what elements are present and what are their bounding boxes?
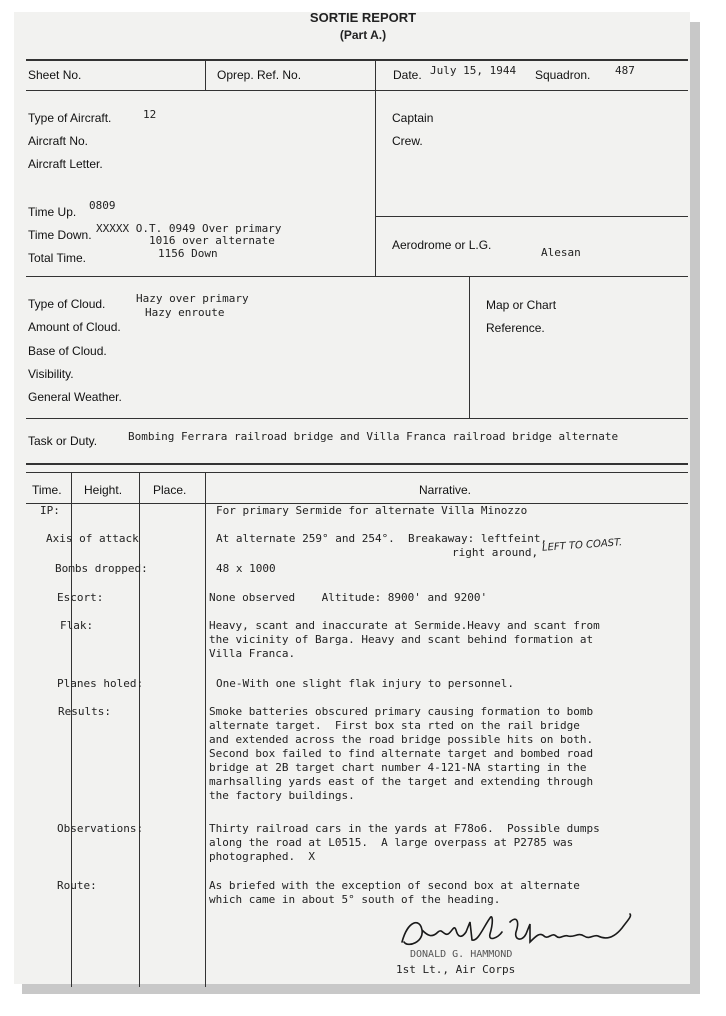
cloud-amount-label: Amount of Cloud. [28,320,121,334]
route-text: As briefed with the exception of second box at alternate which came in about 5° south of the heading. [209,879,580,906]
rule-v-place [205,472,206,987]
aircraft-type-value: 12 [143,108,157,121]
observations-text: Thirty railroad cars in the yards at F78o6. Possible dumps along the road at L0515. A large overpass at P2785 was photographed. X [209,822,600,863]
cloud-base-label: Base of Cloud. [28,344,107,358]
signature-rank: 1st Lt., Air Corps [396,963,516,976]
general-weather-label: General Weather. [28,390,122,404]
aerodrome-label: Aerodrome or L.G. [392,238,492,252]
col-narrative-header: Narrative. [419,483,472,497]
rule-row1 [26,90,688,91]
planes-holed-text: One-With one slight flak injury to personnel. [216,677,515,690]
time-up-value: 0809 [89,199,116,212]
axis-label: Axis of attack [46,532,139,545]
col-height-header: Height. [84,483,123,497]
visibility-label: Visibility. [28,367,74,381]
results-label: Results: [58,705,111,718]
signature-typed-name: DONALD G. HAMMOND [410,949,513,960]
axis-text-2: right around, [452,546,539,559]
rule-v-mid [375,60,376,276]
bombs-label: Bombs dropped: [55,562,148,575]
results-text: Smoke batteries obscured primary causing formation to bomb alternate target. First box sta rted on the rail bridge and extended across the road bridge possible hits on both. Second box failed to find alternate target and bombed road bridge at 2B target chart number 4-121-NA starting in the marhsalling yards east of the target and extending through the factory buildings. [209,705,594,802]
squadron-value: 487 [615,64,635,77]
ip-label: IP: [40,504,60,517]
flak-label: Flak: [60,619,94,632]
col-time-header: Time. [32,483,62,497]
time-down-value-1: XXXXX O.T. 0949 Over primary [96,222,282,235]
task-label: Task or Duty. [28,434,98,448]
axis-text-1: At alternate 259° and 254°. Breakaway: leftfeint, [216,532,548,545]
observations-label: Observations: [57,822,144,835]
rule-top [26,59,688,61]
date-label: Date. [393,68,422,82]
aircraft-no-label: Aircraft No. [28,134,89,148]
cloud-type-value: Hazy over primary [136,292,249,305]
route-label: Route: [57,879,97,892]
flak-text: Heavy, scant and inaccurate at Sermide.Heavy and scant from the vicinity of Barga. Heavy and scant behind formation at Villa Franca. [209,619,600,660]
escort-text: None observed Altitude: 8900' and 9200' [209,591,488,604]
report-subtitle: (Part A.) [339,28,387,42]
aircraft-letter-label: Aircraft Letter. [28,157,103,171]
map-chart-label: Map or Chart [486,298,557,312]
ip-text: For primary Sermide for alternate Villa Minozzo [216,504,528,517]
planes-holed-label: Planes holed: [57,677,144,690]
oprep-ref-label: Oprep. Ref. No. [217,68,302,82]
time-up-label: Time Up. [28,205,77,219]
bombs-text: 48 x 1000 [216,562,276,575]
rule-task-bottom [26,463,688,465]
col-place-header: Place. [153,483,187,497]
aircraft-type-label: Type of Aircraft. [28,111,112,125]
cloud-type-value-2: Hazy enroute [145,306,225,319]
crew-label: Crew. [392,134,423,148]
squadron-label: Squadron. [535,68,591,82]
rule-weather-bottom [26,418,688,419]
rule-v-oprep [205,60,206,90]
rule-times-bottom [26,276,688,277]
total-time-value: 1156 Down [158,247,218,260]
time-down-value-2: 1016 over alternate [149,234,275,247]
rule-v-map [469,277,470,418]
cloud-type-label: Type of Cloud. [28,297,106,311]
reference-label: Reference. [486,321,545,335]
escort-label: Escort: [57,591,104,604]
date-value: July 15, 1944 [430,64,517,77]
total-time-label: Total Time. [28,251,87,265]
rule-v-height [139,472,140,987]
time-down-label: Time Down. [28,228,92,242]
rule-v-time [71,472,72,987]
axis-handwritten-note: LEFT TO COAST. [541,537,623,554]
task-value: Bombing Ferrara railroad bridge and Villa Franca railroad bridge alternate [128,430,619,443]
report-title: SORTIE REPORT [309,10,417,25]
rule-captain-bottom [376,216,688,217]
aerodrome-value: Alesan [541,246,581,259]
rule-table-top [26,472,688,473]
sheet-no-label: Sheet No. [28,68,82,82]
captain-label: Captain [392,111,434,125]
